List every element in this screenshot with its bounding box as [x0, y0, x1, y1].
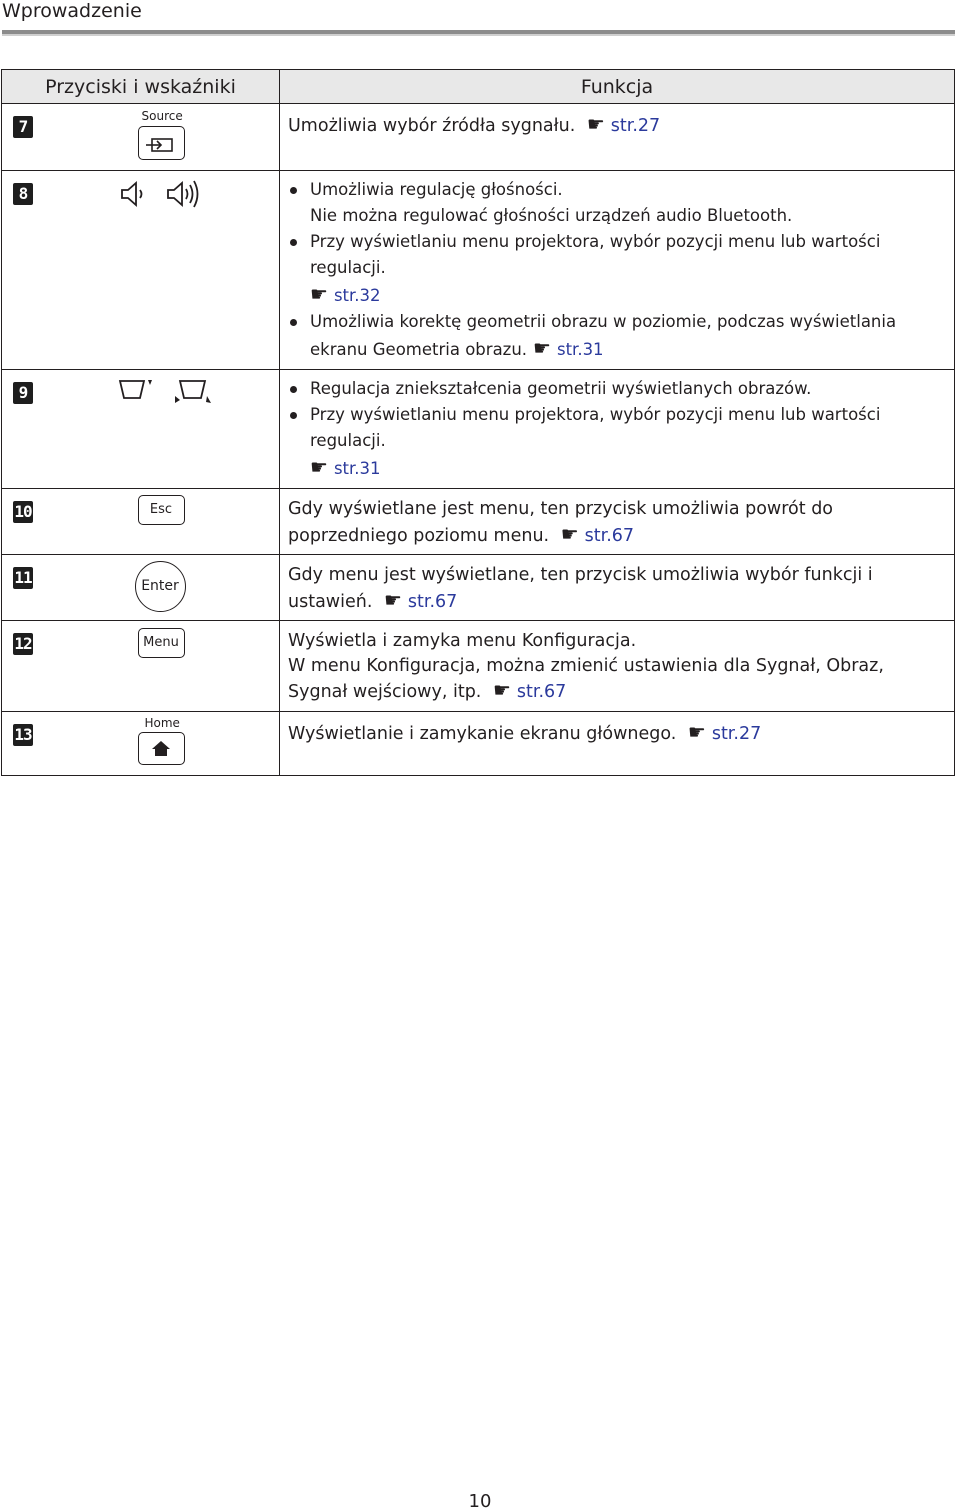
- source-input-icon: [139, 127, 183, 159]
- pointing-hand-icon: ☛: [310, 455, 328, 479]
- function-text: Gdy menu jest wyświetlane, ten przycisk umożliwia wybór funkcji i ustawień.: [288, 565, 873, 612]
- page-link[interactable]: str.67: [516, 682, 567, 702]
- item-number: 7: [13, 116, 33, 138]
- home-button-label: Home: [144, 715, 180, 730]
- page-link[interactable]: str.32: [333, 286, 381, 305]
- page-link[interactable]: str.67: [407, 591, 458, 612]
- list-item: Przy wyświetlaniu menu projektora, wybór pozycji menu lub wartości regulacji.: [288, 402, 946, 454]
- pointing-hand-icon: ☛: [383, 587, 402, 612]
- button-function-table: [1, 69, 955, 776]
- column-header-buttons: Przyciski i wskaźniki: [2, 70, 280, 104]
- source-button-label: Source: [141, 109, 183, 123]
- list-item: Regulacja zniekształcenia geometrii wyświetlanych obrazów.: [288, 376, 946, 402]
- page-link[interactable]: str.67: [584, 525, 635, 546]
- page-link[interactable]: str.31: [333, 459, 381, 478]
- list-item-text: Umożliwia korektę geometrii obrazu w poziomie, podczas wyświetlania ekranu Geometria obrazu.: [310, 312, 897, 359]
- volume-down-icon[interactable]: [119, 179, 149, 209]
- table-row: [2, 104, 955, 171]
- page-header-title: Wprowadzenie: [2, 0, 142, 22]
- esc-button[interactable]: Esc: [138, 495, 185, 525]
- page-link[interactable]: str.27: [610, 116, 661, 136]
- volume-up-icon[interactable]: [165, 177, 207, 211]
- home-button[interactable]: [138, 732, 185, 765]
- menu-button[interactable]: Menu: [138, 628, 185, 658]
- column-header-function: Funkcja: [280, 70, 955, 104]
- function-text: W menu Konfiguracja, można zmienić ustawienia dla Sygnał, Obraz, Sygnał wejściowy, itp.: [288, 655, 884, 702]
- keystone-top-icon[interactable]: [117, 378, 153, 402]
- table-row: [2, 711, 955, 775]
- enter-button[interactable]: Enter: [135, 561, 186, 612]
- table-row: [2, 171, 955, 370]
- item-number: 13: [14, 724, 32, 744]
- table-row: [2, 489, 955, 555]
- function-text: Umożliwia wybór źródła sygnału.: [288, 116, 576, 136]
- page-link[interactable]: str.27: [711, 723, 762, 744]
- item-number: 10: [14, 502, 32, 521]
- pointing-hand-icon: ☛: [687, 719, 706, 744]
- bullet-list: [288, 177, 946, 363]
- source-button[interactable]: [138, 126, 185, 160]
- item-number: 11: [14, 568, 32, 587]
- pointing-hand-icon: ☛: [560, 521, 579, 546]
- function-text: Wyświetla i zamyka menu Konfiguracja.: [288, 631, 637, 651]
- table-header-row: [2, 70, 955, 104]
- item-number: 8: [13, 183, 33, 205]
- list-item: Przy wyświetlaniu menu projektora, wybór pozycji menu lub wartości regulacji.: [288, 229, 946, 281]
- function-text: Wyświetlanie i zamykanie ekranu głównego.: [288, 723, 677, 744]
- list-item: [288, 309, 946, 363]
- list-item: Umożliwia regulację głośności.: [288, 177, 946, 203]
- pointing-hand-icon: ☛: [586, 112, 605, 136]
- table-row: [2, 621, 955, 712]
- list-item: [288, 454, 946, 482]
- list-item: [288, 281, 946, 309]
- table-row: [2, 370, 955, 489]
- pointing-hand-icon: ☛: [310, 282, 328, 306]
- header-divider: [2, 30, 955, 36]
- pointing-hand-icon: ☛: [533, 336, 551, 360]
- page-number: 10: [468, 1491, 492, 1512]
- function-text: Gdy wyświetlane jest menu, ten przycisk umożliwia powrót do poprzedniego poziomu menu.: [288, 499, 834, 546]
- pointing-hand-icon: ☛: [492, 678, 511, 702]
- item-number: 9: [13, 382, 33, 404]
- keystone-bottom-icon[interactable]: [173, 378, 213, 404]
- item-number: 12: [14, 634, 32, 653]
- page-link[interactable]: str.31: [556, 340, 604, 359]
- list-item: Nie można regulować głośności urządzeń audio Bluetooth.: [310, 206, 793, 225]
- home-icon: [139, 733, 183, 763]
- bullet-list: [288, 376, 946, 482]
- table-row: [2, 555, 955, 621]
